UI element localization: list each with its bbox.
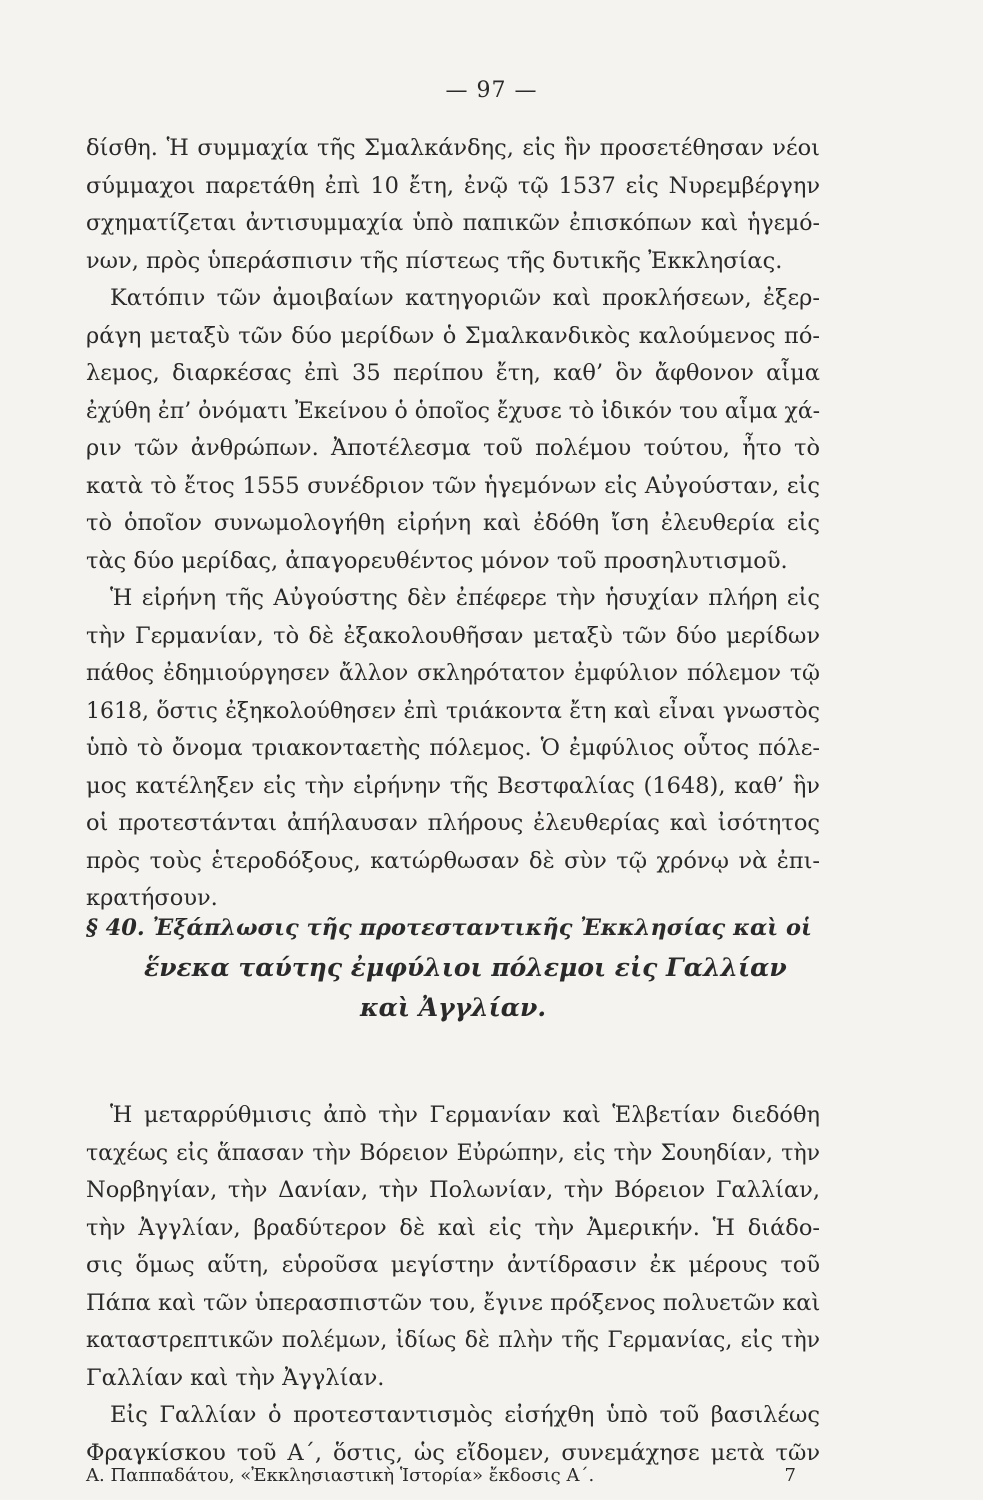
text-line: ἐχύθη ἐπ’ ὀνόματι Ἐκείνου ὁ ὁποῖος ἔχυσε τὸ ἰδικόν του αἷμα χά- bbox=[86, 398, 821, 424]
text-line: Ἡ εἰρήνη τῆς Αὐγούστης δὲν ἐπέφερε τὴν ἡσυχίαν πλήρη εἰς bbox=[110, 585, 820, 611]
text-line: Φραγκίσκου τοῦ Α΄, ὅστις, ὡς εἴδομεν, συνεμάχησε μετὰ τῶν bbox=[86, 1439, 820, 1466]
text-line: Εἰς Γαλλίαν ὁ προτεσταντισμὸς εἰσήχθη ὑπὸ τοῦ βασιλέως bbox=[110, 1402, 820, 1428]
text-line: τὸ ὁποῖον συνωμολογήθη εἰρήνη καὶ ἐδόθη ἴση ἐλευθερία εἰς bbox=[86, 510, 820, 536]
text-line: κρατήσουν. bbox=[86, 885, 218, 911]
text-line: μος κατέληξεν εἰς τὴν εἰρήνην τῆς Βεστφαλίας (1648), καθ’ ἣν bbox=[86, 772, 820, 799]
sheet-number: 7 bbox=[784, 1465, 796, 1486]
section-heading bbox=[86, 908, 820, 1028]
text-line: δίσθη. Ἡ συμμαχία τῆς Σμαλκάνδης, εἰς ἣν προσετέθησαν νέοι bbox=[86, 135, 820, 161]
text-line: πάθος ἐδημιούργησεν ἄλλον σκληρότατον ἐμφύλιον πόλεμον τῷ bbox=[86, 661, 820, 686]
text-line: ράγη μεταξὺ τῶν δύο μερίδων ὁ Σμαλκανδικὸς καλούμενος πό- bbox=[86, 322, 820, 349]
text-line: τὰς δύο μερίδας, ἀπαγορευθέντος μόνον τοῦ προσηλυτισμοῦ. bbox=[86, 547, 788, 574]
text-block-bottom bbox=[86, 1097, 820, 1472]
text-line: καταστρεπτικῶν πολέμων, ἰδίως δὲ πλὴν τῆς Γερμανίας, εἰς τὴν bbox=[86, 1328, 820, 1353]
text-line: Γαλλίαν καὶ τὴν Ἀγγλίαν. bbox=[86, 1364, 385, 1391]
text-line: Κατόπιν τῶν ἀμοιβαίων κατηγοριῶν καὶ προκλήσεων, ἐξερ- bbox=[110, 285, 820, 311]
text-line: τὴν Γερμανίαν, τὸ δὲ ἐξακολουθῆσαν μεταξὺ τῶν δύο μερίδων bbox=[86, 622, 820, 649]
text-line: νων, πρὸς ὑπεράσπισιν τῆς πίστεως τῆς δυτικῆς Ἐκκλησίας. bbox=[86, 247, 783, 274]
text-line: 1618, ὅστις ἐξηκολούθησεν ἐπὶ τριάκοντα ἔτη καὶ εἶναι γνωστὸς bbox=[86, 698, 820, 724]
text-line: οἱ προτεστάνται ἀπήλαυσαν πλήρους ἐλευθερίας καὶ ἰσότητος bbox=[86, 810, 820, 836]
text-line: σις ὅμως αὕτη, εὑροῦσα μεγίστην ἀντίδρασιν ἐκ μέρους τοῦ bbox=[86, 1252, 820, 1278]
text-line: τὴν Ἀγγλίαν, βραδύτερον δὲ καὶ εἰς τὴν Ἀμερικήν. Ἡ διάδο- bbox=[86, 1214, 820, 1241]
text-block-top bbox=[86, 130, 820, 918]
text-line: Πάπα καὶ τῶν ὑπερασπιστῶν του, ἔγινε πρόξενος πολυετῶν καὶ bbox=[86, 1289, 821, 1316]
heading-line: § 40. Ἐξάπλωσις τῆς προτεσταντικῆς Ἐκκλησίας καὶ οἱ bbox=[86, 915, 812, 941]
text-line: ὑπὸ τὸ ὄνομα τριακονταετὴς πόλεμος. Ὁ ἐμφύλιος οὗτος πόλε- bbox=[86, 735, 820, 761]
heading-line: ἕνεκα ταύτης ἐμφύλιοι πόλεμοι εἰς Γαλλίαν bbox=[144, 953, 787, 982]
text-line: σύμμαχοι παρετάθη ἐπὶ 10 ἔτη, ἐνῷ τῷ 1537 εἰς Νυρεμβέργην bbox=[86, 172, 820, 199]
text-line: σχηματίζεται ἀντισυμμαχία ὑπὸ παπικῶν ἐπισκόπων καὶ ἡγεμό- bbox=[86, 211, 820, 236]
text-line: Νορβηγίαν, τὴν Δανίαν, τὴν Πολωνίαν, τὴν Βόρειον Γαλλίαν, bbox=[86, 1177, 820, 1203]
page-footer bbox=[86, 1465, 796, 1486]
text-line: λεμος, διαρκέσας ἐπὶ 35 περίπου ἔτη, καθ’ ὃν ἄφθονον αἷμα bbox=[86, 360, 820, 386]
footer-signature: Α. Παππαδάτου, «Ἐκκλησιαστικὴ Ἱστορία» ἔκδοσις Α΄. bbox=[86, 1465, 595, 1486]
heading-line: καὶ Ἀγγλίαν. bbox=[359, 993, 547, 1022]
text-line: ριν τῶν ἀνθρώπων. Ἀποτέλεσμα τοῦ πολέμου τούτου, ἦτο τὸ bbox=[86, 435, 820, 461]
text-line: ταχέως εἰς ἅπασαν τὴν Βόρειον Εὐρώπην, εἰς τὴν Σουηδίαν, τὴν bbox=[86, 1140, 820, 1166]
text-line: κατὰ τὸ ἔτος 1555 συνέδριον τῶν ἡγεμόνων εἰς Αὐγούσταν, εἰς bbox=[86, 472, 820, 499]
text-line: πρὸς τοὺς ἑτεροδόξους, κατώρθωσαν δὲ σὺν τῷ χρόνῳ νὰ ἐπι- bbox=[86, 847, 820, 874]
text-line: Ἡ μεταρρύθμισις ἀπὸ τὴν Γερμανίαν καὶ Ἑλβετίαν διεδόθη bbox=[110, 1102, 820, 1128]
page-number: — 97 — bbox=[445, 78, 538, 103]
